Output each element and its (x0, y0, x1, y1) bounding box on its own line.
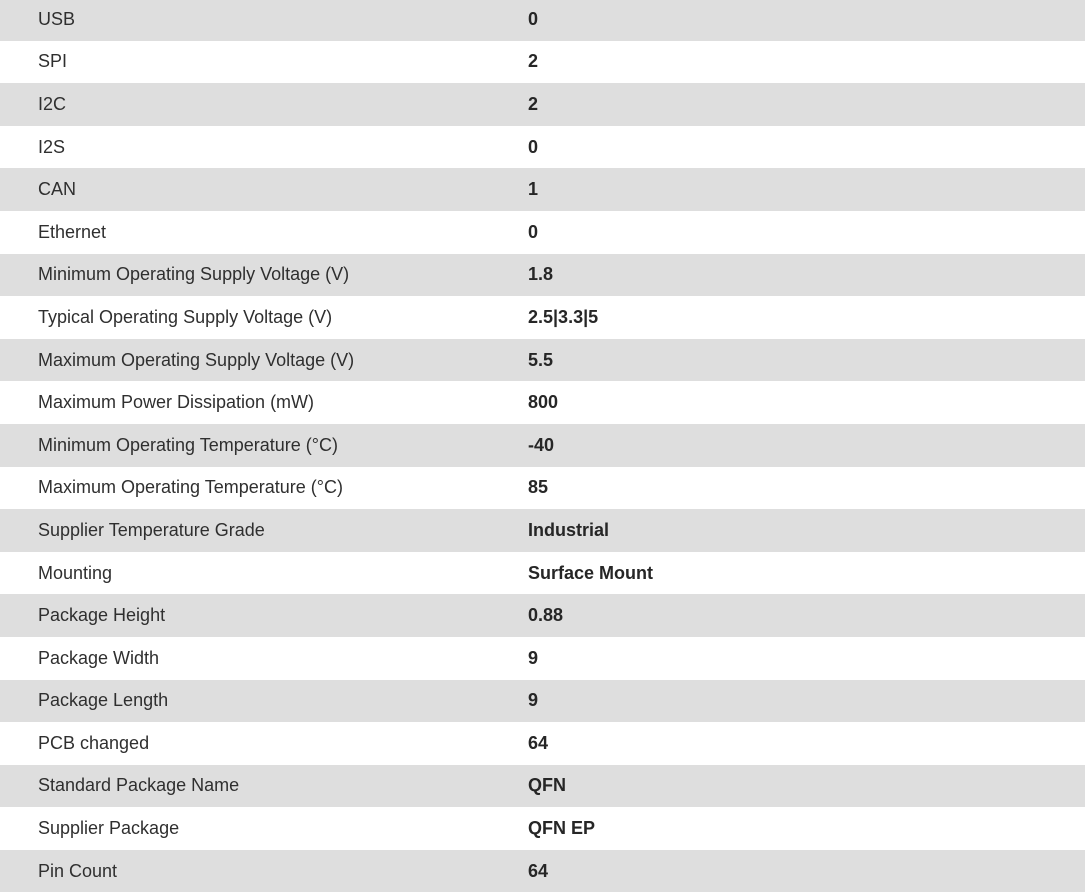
spec-value: 1 (528, 179, 539, 200)
spec-row-typ-supply-voltage (0, 296, 1085, 339)
spec-label: Maximum Power Dissipation (mW) (38, 392, 315, 413)
spec-row-ethernet (0, 211, 1085, 254)
spec-label: Maximum Operating Supply Voltage (V) (38, 349, 355, 370)
spec-label: I2C (38, 93, 67, 114)
spec-value: 2.5|3.3|5 (528, 306, 599, 327)
spec-label: Ethernet (38, 221, 107, 242)
spec-label: USB (38, 8, 76, 29)
spec-label: Pin Count (38, 860, 118, 881)
spec-label: I2S (38, 136, 66, 157)
spec-value: 9 (528, 690, 539, 711)
spec-row-standard-package-name (0, 765, 1085, 808)
spec-label: Standard Package Name (38, 775, 240, 796)
spec-row-pcb-changed (0, 722, 1085, 765)
spec-row-pin-count (0, 850, 1085, 892)
spec-row-temperature-grade (0, 509, 1085, 552)
spec-label: PCB changed (38, 732, 150, 753)
spec-value: 9 (528, 647, 539, 668)
spec-value: 0 (528, 221, 539, 242)
spec-label: Mounting (38, 562, 113, 583)
spec-row-max-power-dissipation (0, 381, 1085, 424)
spec-row-package-width (0, 637, 1085, 680)
spec-label: Typical Operating Supply Voltage (V) (38, 306, 333, 327)
spec-value: 2 (528, 51, 539, 72)
spec-row-min-operating-temp (0, 424, 1085, 467)
spec-label: Minimum Operating Supply Voltage (V) (38, 264, 350, 285)
spec-label: Supplier Package (38, 818, 180, 839)
spec-label: SPI (38, 51, 68, 72)
spec-row-min-supply-voltage (0, 254, 1085, 297)
spec-label: Maximum Operating Temperature (°C) (38, 477, 343, 498)
spec-value: 5.5 (528, 349, 554, 370)
spec-value: Surface Mount (528, 562, 654, 583)
spec-row-max-supply-voltage (0, 339, 1085, 382)
spec-label: Package Width (38, 647, 160, 668)
spec-row-usb (0, 0, 1085, 41)
spec-value: 64 (528, 860, 549, 881)
spec-value: 85 (528, 477, 549, 498)
spec-value: 0 (528, 8, 539, 29)
spec-value: QFN EP (528, 818, 596, 839)
spec-label: Minimum Operating Temperature (°C) (38, 434, 338, 455)
spec-row-i2c (0, 83, 1085, 126)
spec-value: 0 (528, 136, 539, 157)
spec-label: Package Height (38, 605, 166, 626)
spec-value: 1.8 (528, 264, 554, 285)
spec-row-i2s (0, 126, 1085, 169)
spec-row-package-height (0, 594, 1085, 637)
spec-value: -40 (528, 434, 555, 455)
spec-row-package-length (0, 680, 1085, 723)
spec-label: Supplier Temperature Grade (38, 519, 265, 540)
spec-value: 2 (528, 93, 539, 114)
spec-value: QFN (528, 775, 566, 796)
spec-row-max-operating-temp (0, 467, 1085, 510)
spec-label: CAN (38, 179, 77, 200)
spec-row-supplier-package (0, 807, 1085, 850)
spec-row-spi (0, 41, 1085, 84)
spec-row-can (0, 168, 1085, 211)
spec-value: 0.88 (528, 605, 564, 626)
spec-row-mounting (0, 552, 1085, 595)
spec-label: Package Length (38, 690, 169, 711)
spec-value: Industrial (528, 519, 610, 540)
spec-value: 64 (528, 732, 549, 753)
spec-value: 800 (528, 392, 559, 413)
